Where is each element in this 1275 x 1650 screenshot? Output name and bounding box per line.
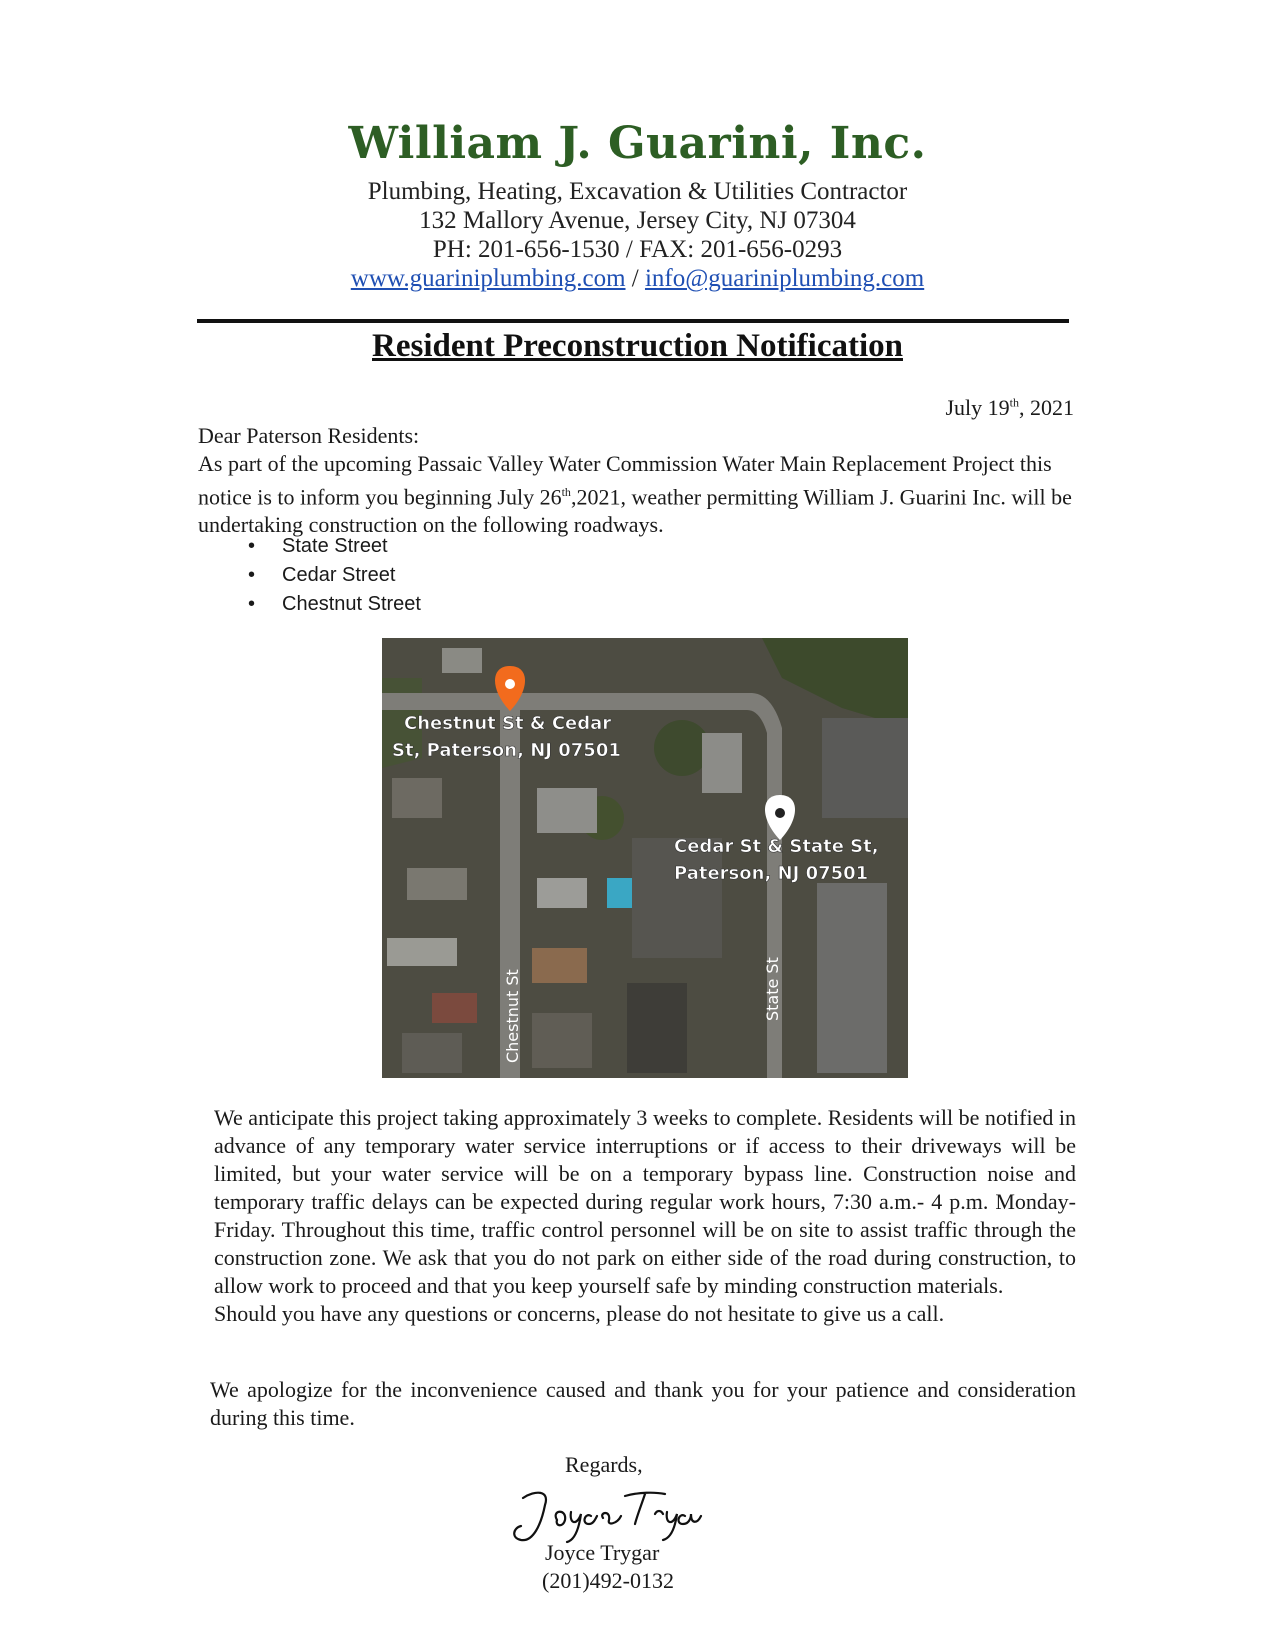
intro-date-suffix: th bbox=[561, 485, 571, 499]
intro-block bbox=[198, 422, 1078, 539]
building bbox=[702, 733, 742, 793]
intro-text-start: As part of the upcoming Passaic Valley Water Commission Water Main Replacement Project this notice is to inform you beginning July 26 bbox=[198, 451, 1052, 510]
apology-paragraph: We apologize for the inconvenience caused and thank you for your patience and consideration during this time. bbox=[210, 1377, 1076, 1430]
company-phone-fax: PH: 201-656-1530 / FAX: 201-656-0293 bbox=[432, 236, 843, 263]
date-suffix: th bbox=[1009, 395, 1019, 410]
link-separator: / bbox=[625, 265, 645, 292]
company-tagline: Plumbing, Heating, Excavation & Utilities Contractor bbox=[367, 178, 908, 205]
building bbox=[407, 868, 467, 900]
company-address: 132 Mallory Avenue, Jersey City, NJ 07304 bbox=[419, 207, 856, 234]
building bbox=[532, 1013, 592, 1068]
company-name: William J. Guarini, Inc. bbox=[348, 118, 927, 169]
date-year: , 2021 bbox=[1019, 395, 1074, 420]
aerial-map bbox=[382, 638, 908, 1078]
chestnut-st-label: Chestnut St bbox=[503, 969, 522, 1063]
pin1-label-line2: St, Paterson, NJ 07501 bbox=[392, 740, 621, 761]
notice-title: Resident Preconstruction Notification bbox=[372, 328, 903, 364]
pin1-label-line1: Chestnut St & Cedar bbox=[404, 713, 612, 734]
building bbox=[537, 788, 597, 833]
questions-line: Should you have any questions or concerns, please do not hesitate to give us a call. bbox=[214, 1301, 945, 1326]
list-item: • State Street bbox=[232, 532, 421, 561]
signer-name: Joyce Trygar bbox=[545, 1540, 660, 1565]
building bbox=[537, 878, 587, 908]
tree-area bbox=[654, 720, 710, 776]
body-paragraph-1 bbox=[214, 1104, 1076, 1328]
company-contact-links bbox=[0, 265, 1275, 293]
building bbox=[392, 778, 442, 818]
closing-regards: Regards, bbox=[565, 1452, 643, 1477]
intro-text-end: ,2021, weather permitting William J. Guarini Inc. will be undertaking construction on the following roadways. bbox=[198, 484, 1072, 538]
pin2-label-line1: Cedar St & State St, bbox=[674, 836, 879, 857]
building bbox=[532, 948, 587, 983]
list-item: • Chestnut Street bbox=[232, 590, 421, 619]
project-details: We anticipate this project taking approximately 3 weeks to complete. Residents will be notified in advance of any temporary water service interruptions or if access to their driveways will be limited, but your water service will be on a temporary bypass line. Construction noise and temporary traffic delays can be expected during regular work hours, 7:30 a.m.- 4 p.m. Monday-Friday. Throughout this time, traffic control personnel will be on site to assist traffic through the construction zone. We ask that you do not park on either side of the road during construction, to allow work to proceed and that you keep yourself safe by minding construction materials. bbox=[214, 1105, 1076, 1298]
email-link[interactable]: info@guariniplumbing.com bbox=[644, 265, 925, 292]
building bbox=[442, 648, 482, 673]
parking-lot bbox=[822, 718, 908, 818]
salutation: Dear Paterson Residents: bbox=[198, 423, 420, 448]
building bbox=[402, 1033, 462, 1073]
pin2-label-line2: Paterson, NJ 07501 bbox=[674, 863, 869, 884]
intro-paragraph bbox=[198, 450, 1078, 539]
building bbox=[817, 883, 887, 1073]
building bbox=[387, 938, 457, 966]
building bbox=[627, 983, 687, 1073]
notice-date bbox=[800, 395, 1074, 421]
header-divider bbox=[197, 319, 1069, 323]
building bbox=[432, 993, 477, 1023]
state-st-label: State St bbox=[763, 957, 782, 1021]
date-main: July 19 bbox=[945, 395, 1010, 420]
street-list bbox=[232, 532, 421, 619]
signer-phone: (201)492-0132 bbox=[542, 1568, 674, 1593]
website-link[interactable]: www.guariniplumbing.com bbox=[350, 265, 626, 292]
list-item: • Cedar Street bbox=[232, 561, 421, 590]
